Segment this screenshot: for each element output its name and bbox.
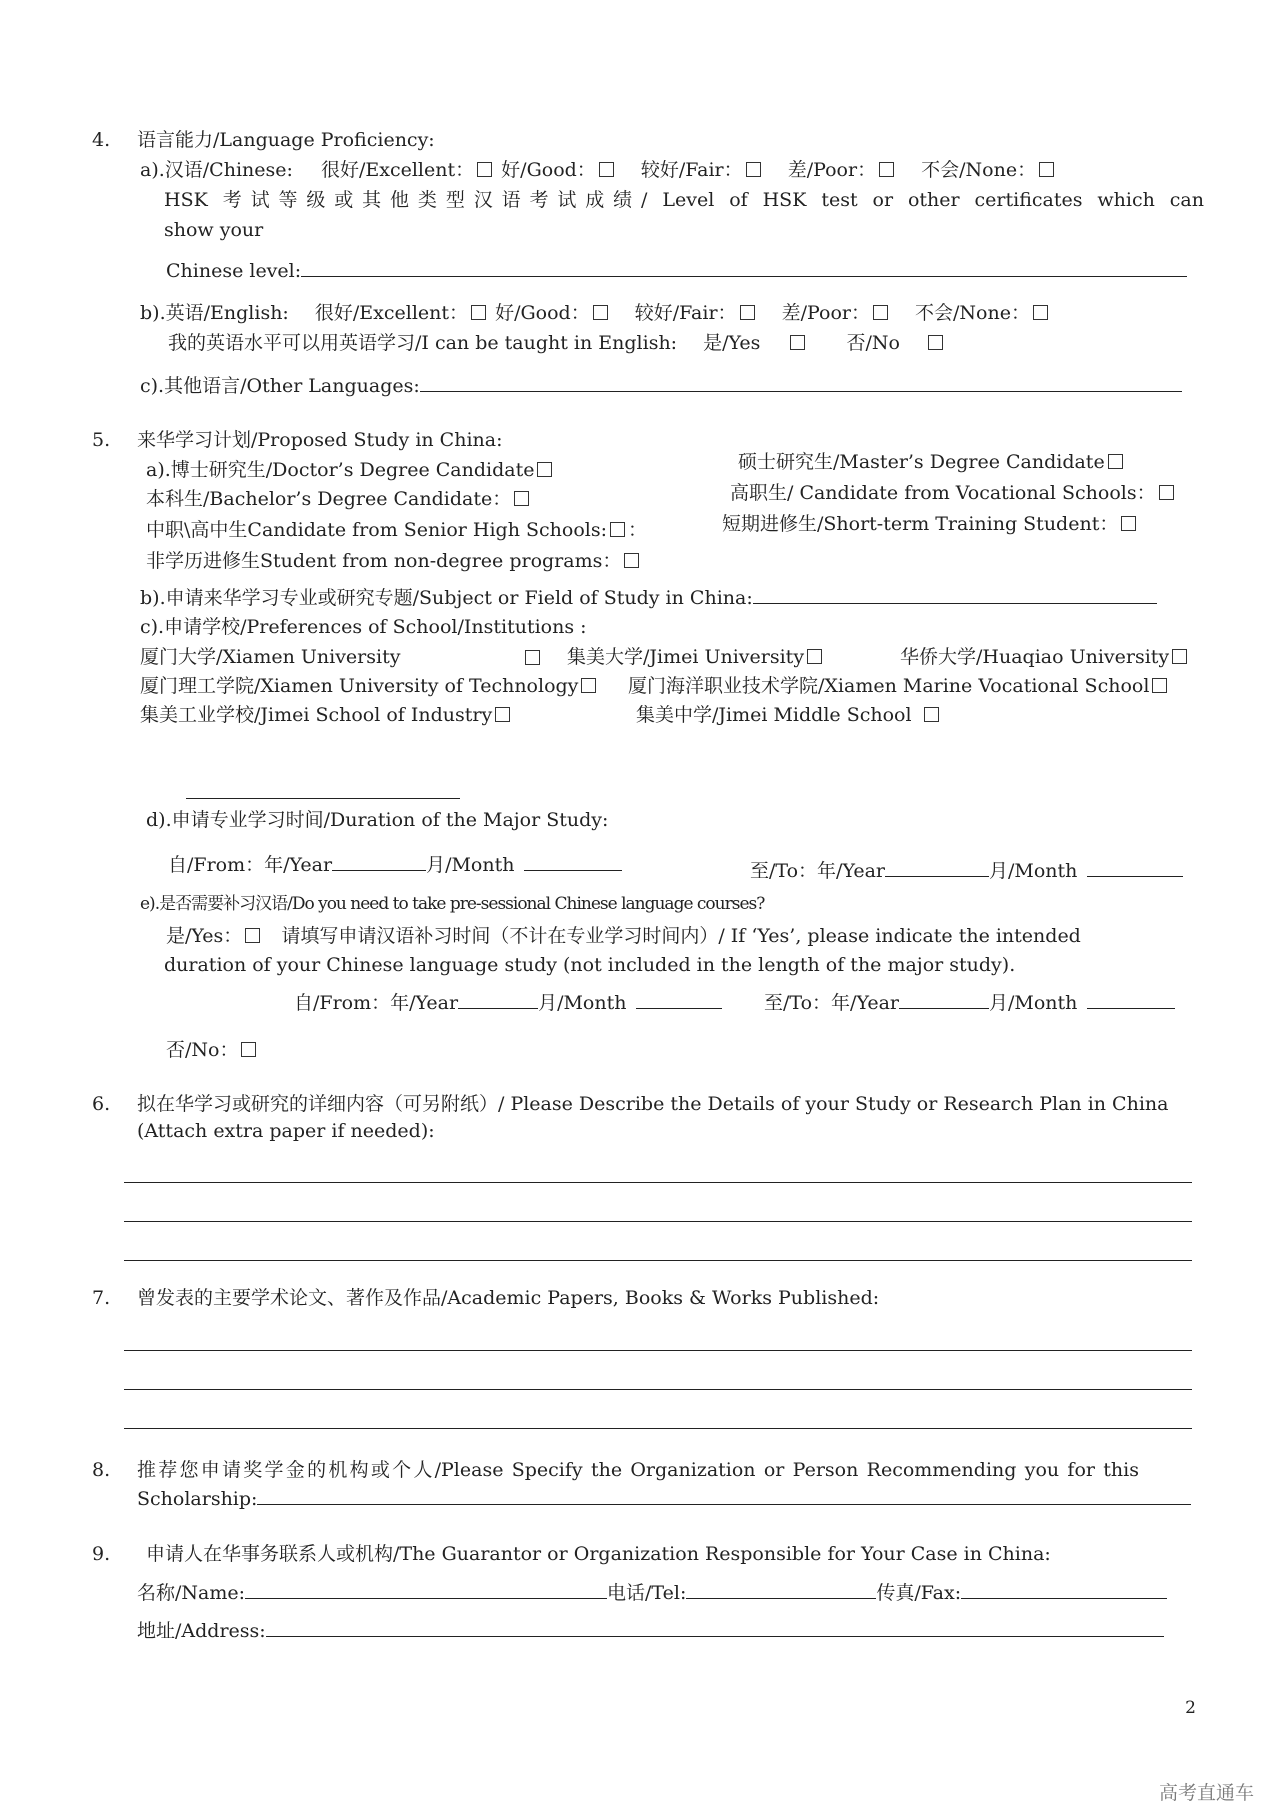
presessional-yes-checkbox[interactable] [245, 928, 260, 943]
section-9-number: 9. [92, 1543, 111, 1565]
vocational-checkbox[interactable] [1159, 485, 1174, 500]
publications-line-1[interactable] [124, 1350, 1192, 1351]
presessional-text2: duration of your Chinese language study (not included in the length of the major study). [164, 954, 1016, 976]
english-good-checkbox[interactable] [593, 305, 608, 320]
duration-from-year-input[interactable] [332, 852, 426, 871]
senior-checkbox[interactable] [610, 522, 625, 537]
chinese-fair-checkbox[interactable] [746, 162, 761, 177]
school-hqu-checkbox[interactable] [1172, 649, 1187, 664]
other-languages-label: c).其他语言/Other Languages: [140, 375, 420, 397]
section-6-title-line1: 拟在华学习或研究的详细内容（可另附纸）/ Please Describe the Details of your Study or Research Plan in China [137, 1093, 1169, 1115]
vocational-option: 高职生/ Candidate from Vocational Schools： [730, 481, 1177, 505]
guarantor-fax-input[interactable] [961, 1580, 1167, 1599]
study-plan-line-2[interactable] [124, 1221, 1192, 1222]
study-plan-line-1[interactable] [124, 1182, 1192, 1183]
shortterm-option: 短期进修生/Short-term Training Student： [722, 512, 1139, 536]
school-middle: 集美中学/Jimei Middle School [636, 703, 942, 727]
nondegree-checkbox[interactable] [624, 553, 639, 568]
english-taught-row: 我的英语水平可以用英语学习/I can be taught in English: 是/Yes 否/No [168, 331, 946, 355]
duration-from-row: 自/From：年/Year 月/Month [168, 852, 622, 877]
hsk-prompt-line1: HSK 考试等级或其他类型汉语考试成绩/ Level of HSK test or other certificates which can [164, 189, 1204, 211]
presessional-to-month-input[interactable] [1087, 990, 1175, 1009]
guarantor-address-row [137, 1618, 1164, 1643]
english-none-checkbox[interactable] [1033, 305, 1048, 320]
chinese-level-label: Chinese level: [166, 260, 302, 282]
section-8-title-line1: 推荐您申请奖学金的机构或个人/Please Specify the Organization or Person Recommending you for this [137, 1459, 1139, 1481]
presessional-from-year-input[interactable] [458, 990, 538, 1009]
section-4-number: 4. [92, 129, 111, 151]
nondegree-option: 非学历进修生Student from non-degree programs： [146, 549, 642, 573]
chinese-excellent-checkbox[interactable] [477, 162, 492, 177]
guarantor-tel-input[interactable] [686, 1580, 876, 1599]
duration-to-year-input[interactable] [885, 858, 989, 877]
duration-label: d).申请专业学习时间/Duration of the Major Study: [146, 809, 609, 831]
duration-to-row: 至/To：年/Year 月/Month [750, 858, 1183, 883]
shortterm-checkbox[interactable] [1121, 516, 1136, 531]
guarantor-fax-label: 传真/Fax: [876, 1582, 962, 1604]
master-option: 硕士研究生/Master’s Degree Candidate [738, 450, 1126, 474]
presessional-yes-row: 是/Yes： 请填写申请汉语补习时间（不计在专业学习时间内）/ If ‘Yes’, please indicate the intended [166, 925, 1081, 947]
presessional-to-year-input[interactable] [899, 990, 989, 1009]
section-6-title-line2: (Attach extra paper if needed): [137, 1120, 435, 1142]
subject-input[interactable] [753, 585, 1157, 604]
chinese-good-checkbox[interactable] [599, 162, 614, 177]
school-xmu: 厦门大学/Xiamen University [140, 646, 401, 668]
section-7-number: 7. [92, 1287, 111, 1309]
school-industry-checkbox[interactable] [495, 707, 510, 722]
other-school-line[interactable] [186, 798, 460, 799]
recommender-row [137, 1486, 1191, 1511]
other-languages-row [140, 373, 1182, 398]
section-5-title: 来华学习计划/Proposed Study in China: [137, 429, 503, 451]
chinese-level-row: a).汉语/Chinese: 很好/Excellent： 好/Good： 较好/Fair： 差/Poor： 不会/None： [140, 158, 1057, 182]
presessional-to-row: 至/To：年/Year 月/Month [764, 990, 1175, 1015]
school-jmu: 集美大学/Jimei University [567, 645, 825, 669]
publications-line-2[interactable] [124, 1389, 1192, 1390]
duration-from-month-input[interactable] [524, 852, 622, 871]
doctor-option: a).博士研究生/Doctor’s Degree Candidate [146, 458, 555, 482]
school-hqu: 华侨大学/Huaqiao University [900, 645, 1190, 669]
study-plan-line-3[interactable] [124, 1260, 1192, 1261]
other-languages-input[interactable] [420, 373, 1182, 392]
guarantor-tel-label: 电话/Tel: [607, 1582, 687, 1604]
english-poor-checkbox[interactable] [873, 305, 888, 320]
presessional-question: e).是否需要补习汉语/Do you need to take pre-sessional Chinese language courses? [140, 894, 765, 914]
chinese-label: a).汉语/Chinese: [140, 159, 293, 181]
recommender-input[interactable] [257, 1486, 1191, 1505]
section-4-title: 语言能力/Language Proficiency: [137, 129, 435, 151]
bachelor-checkbox[interactable] [514, 491, 529, 506]
guarantor-contact-row [137, 1580, 1167, 1605]
school-xmut-checkbox[interactable] [581, 678, 596, 693]
school-xmut: 厦门理工学院/Xiamen University of Technology [140, 674, 599, 698]
presessional-no-row: 否/No： [166, 1038, 259, 1062]
section-6-number: 6. [92, 1093, 111, 1115]
master-checkbox[interactable] [1108, 454, 1123, 469]
chinese-level-row-field [166, 258, 1187, 283]
guarantor-address-label: 地址/Address: [137, 1620, 266, 1642]
english-label: b).英语/English: [140, 302, 289, 324]
presessional-from-row: 自/From：年/Year 月/Month [294, 990, 722, 1015]
school-marine-checkbox[interactable] [1152, 678, 1167, 693]
school-pref-label: c).申请学校/Preferences of School/Institutions : [140, 616, 587, 638]
watermark: 高考直通车 [1158, 1782, 1254, 1804]
section-7-title: 曾发表的主要学术论文、著作及作品/Academic Papers, Books & Works Published: [137, 1287, 880, 1309]
senior-option: 中职\高中生Candidate from Senior High Schools: ： [146, 519, 647, 541]
english-taught-no-checkbox[interactable] [928, 335, 943, 350]
doctor-checkbox[interactable] [537, 462, 552, 477]
page-number: 2 [1185, 1698, 1196, 1718]
chinese-poor-checkbox[interactable] [879, 162, 894, 177]
english-taught-yes-checkbox[interactable] [790, 335, 805, 350]
chinese-none-checkbox[interactable] [1039, 162, 1054, 177]
presessional-no-checkbox[interactable] [241, 1042, 256, 1057]
english-level-row: b).英语/English: 很好/Excellent： 好/Good： 较好/Fair： 差/Poor： 不会/None： [140, 301, 1051, 325]
bachelor-option: 本科生/Bachelor’s Degree Candidate： [146, 487, 532, 511]
hsk-prompt-line2: show your [164, 219, 264, 241]
school-jmu-checkbox[interactable] [807, 649, 822, 664]
recommender-label: Scholarship: [137, 1488, 258, 1510]
subject-row [140, 585, 1157, 610]
guarantor-address-input[interactable] [266, 1618, 1164, 1637]
school-xmu-checkbox[interactable] [525, 650, 540, 665]
presessional-from-month-input[interactable] [636, 990, 722, 1009]
english-fair-checkbox[interactable] [740, 305, 755, 320]
guarantor-name-input[interactable] [245, 1580, 607, 1599]
school-marine: 厦门海洋职业技术学院/Xiamen Marine Vocational School [628, 674, 1170, 698]
section-5-number: 5. [92, 429, 111, 451]
school-middle-checkbox[interactable] [924, 707, 939, 722]
section-9-title: 申请人在华事务联系人或机构/The Guarantor or Organization Responsible for Your Case in China: [146, 1543, 1051, 1565]
section-8-number: 8. [92, 1459, 111, 1481]
duration-to-month-input[interactable] [1087, 858, 1183, 877]
school-industry: 集美工业学校/Jimei School of Industry [140, 703, 513, 727]
chinese-level-input[interactable] [301, 258, 1187, 277]
english-excellent-checkbox[interactable] [471, 305, 486, 320]
guarantor-name-label: 名称/Name: [137, 1582, 246, 1604]
publications-line-3[interactable] [124, 1428, 1192, 1429]
subject-label: b).申请来华学习专业或研究专题/Subject or Field of Study in China: [140, 587, 753, 609]
